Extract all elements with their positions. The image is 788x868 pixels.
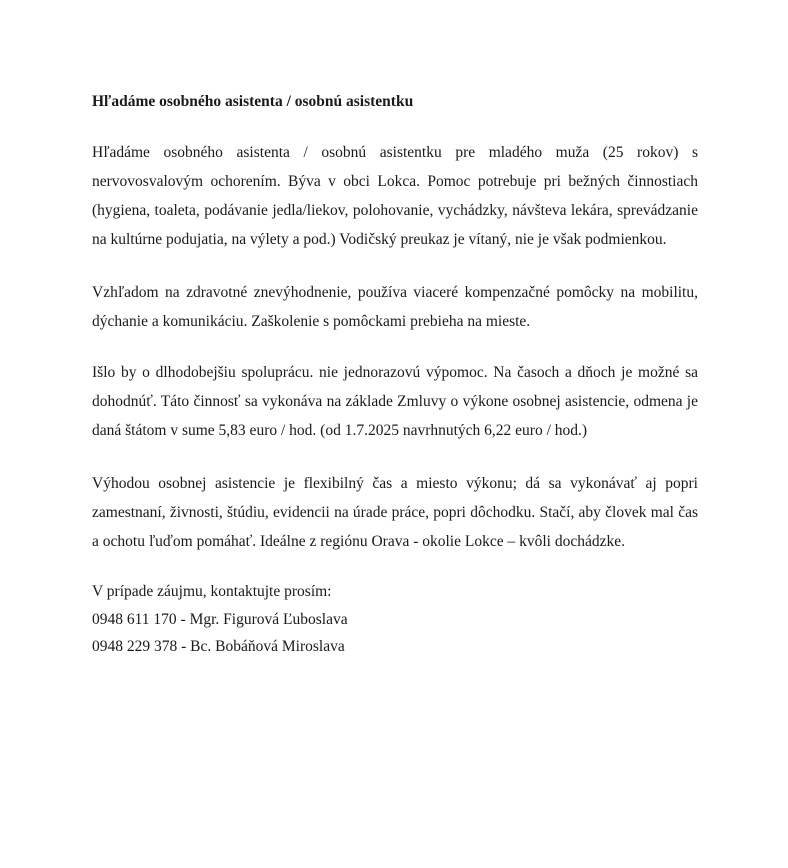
- paragraph-job-intro: Hľadáme osobného asistenta / osobnú asistentku pre mladého muža (25 rokov) s nervovosvalovým ochorením. Býva v obci Lokca. Pomoc potrebuje pri bežných činnostiach (hygiena, toaleta, podávanie jedla/liekov, polohovanie, vychádzky, návšteva lekára, sprevádzanie na kultúrne podujatia, na výlety a pod.) Vodičský preukaz je vítaný, nie je však podmienkou.: [92, 144, 698, 248]
- contact-intro: V prípade záujmu, kontaktujte prosím:: [92, 583, 332, 600]
- document-title: Hľadáme osobného asistenta / osobnú asistentku: [92, 93, 414, 110]
- paragraph-health-aids: Vzhľadom na zdravotné znevýhodnenie, používa viaceré kompenzačné pomôcky na mobilitu, dýchanie a komunikáciu. Zaškolenie s pomôckami prebieha na mieste.: [92, 284, 698, 330]
- paragraph-benefits-region: Výhodou osobnej asistencie je flexibilný čas a miesto výkonu; dá sa vykonávať aj popri zamestnaní, živnosti, štúdiu, evidencii na úrade práce, popri dôchodku. Stačí, aby človek mal čas a ochotu ľuďom pomáhať. Ideálne z regiónu Orava - okolie Lokce – kvôli dochádzke.: [92, 475, 698, 550]
- contact-phone-1: 0948 611 170 - Mgr. Figurová Ľuboslava: [92, 610, 348, 628]
- paragraph-contract-pay: Išlo by o dlhodobejšiu spoluprácu. nie jednorazovú výpomoc. Na časoch a dňoch je možné sa dohodnúť. Táto činnosť sa vykonáva na základe Zmluvy o výkone osobnej asistencie, odmena je daná štátom v sume 5,83 euro / hod. (od 1.7.2025 navrhnutých 6,22 euro / hod.): [92, 364, 698, 439]
- contact-block: [92, 578, 698, 661]
- contact-phone-2: 0948 229 378 - Bc. Bobáňová Miroslava: [92, 638, 345, 655]
